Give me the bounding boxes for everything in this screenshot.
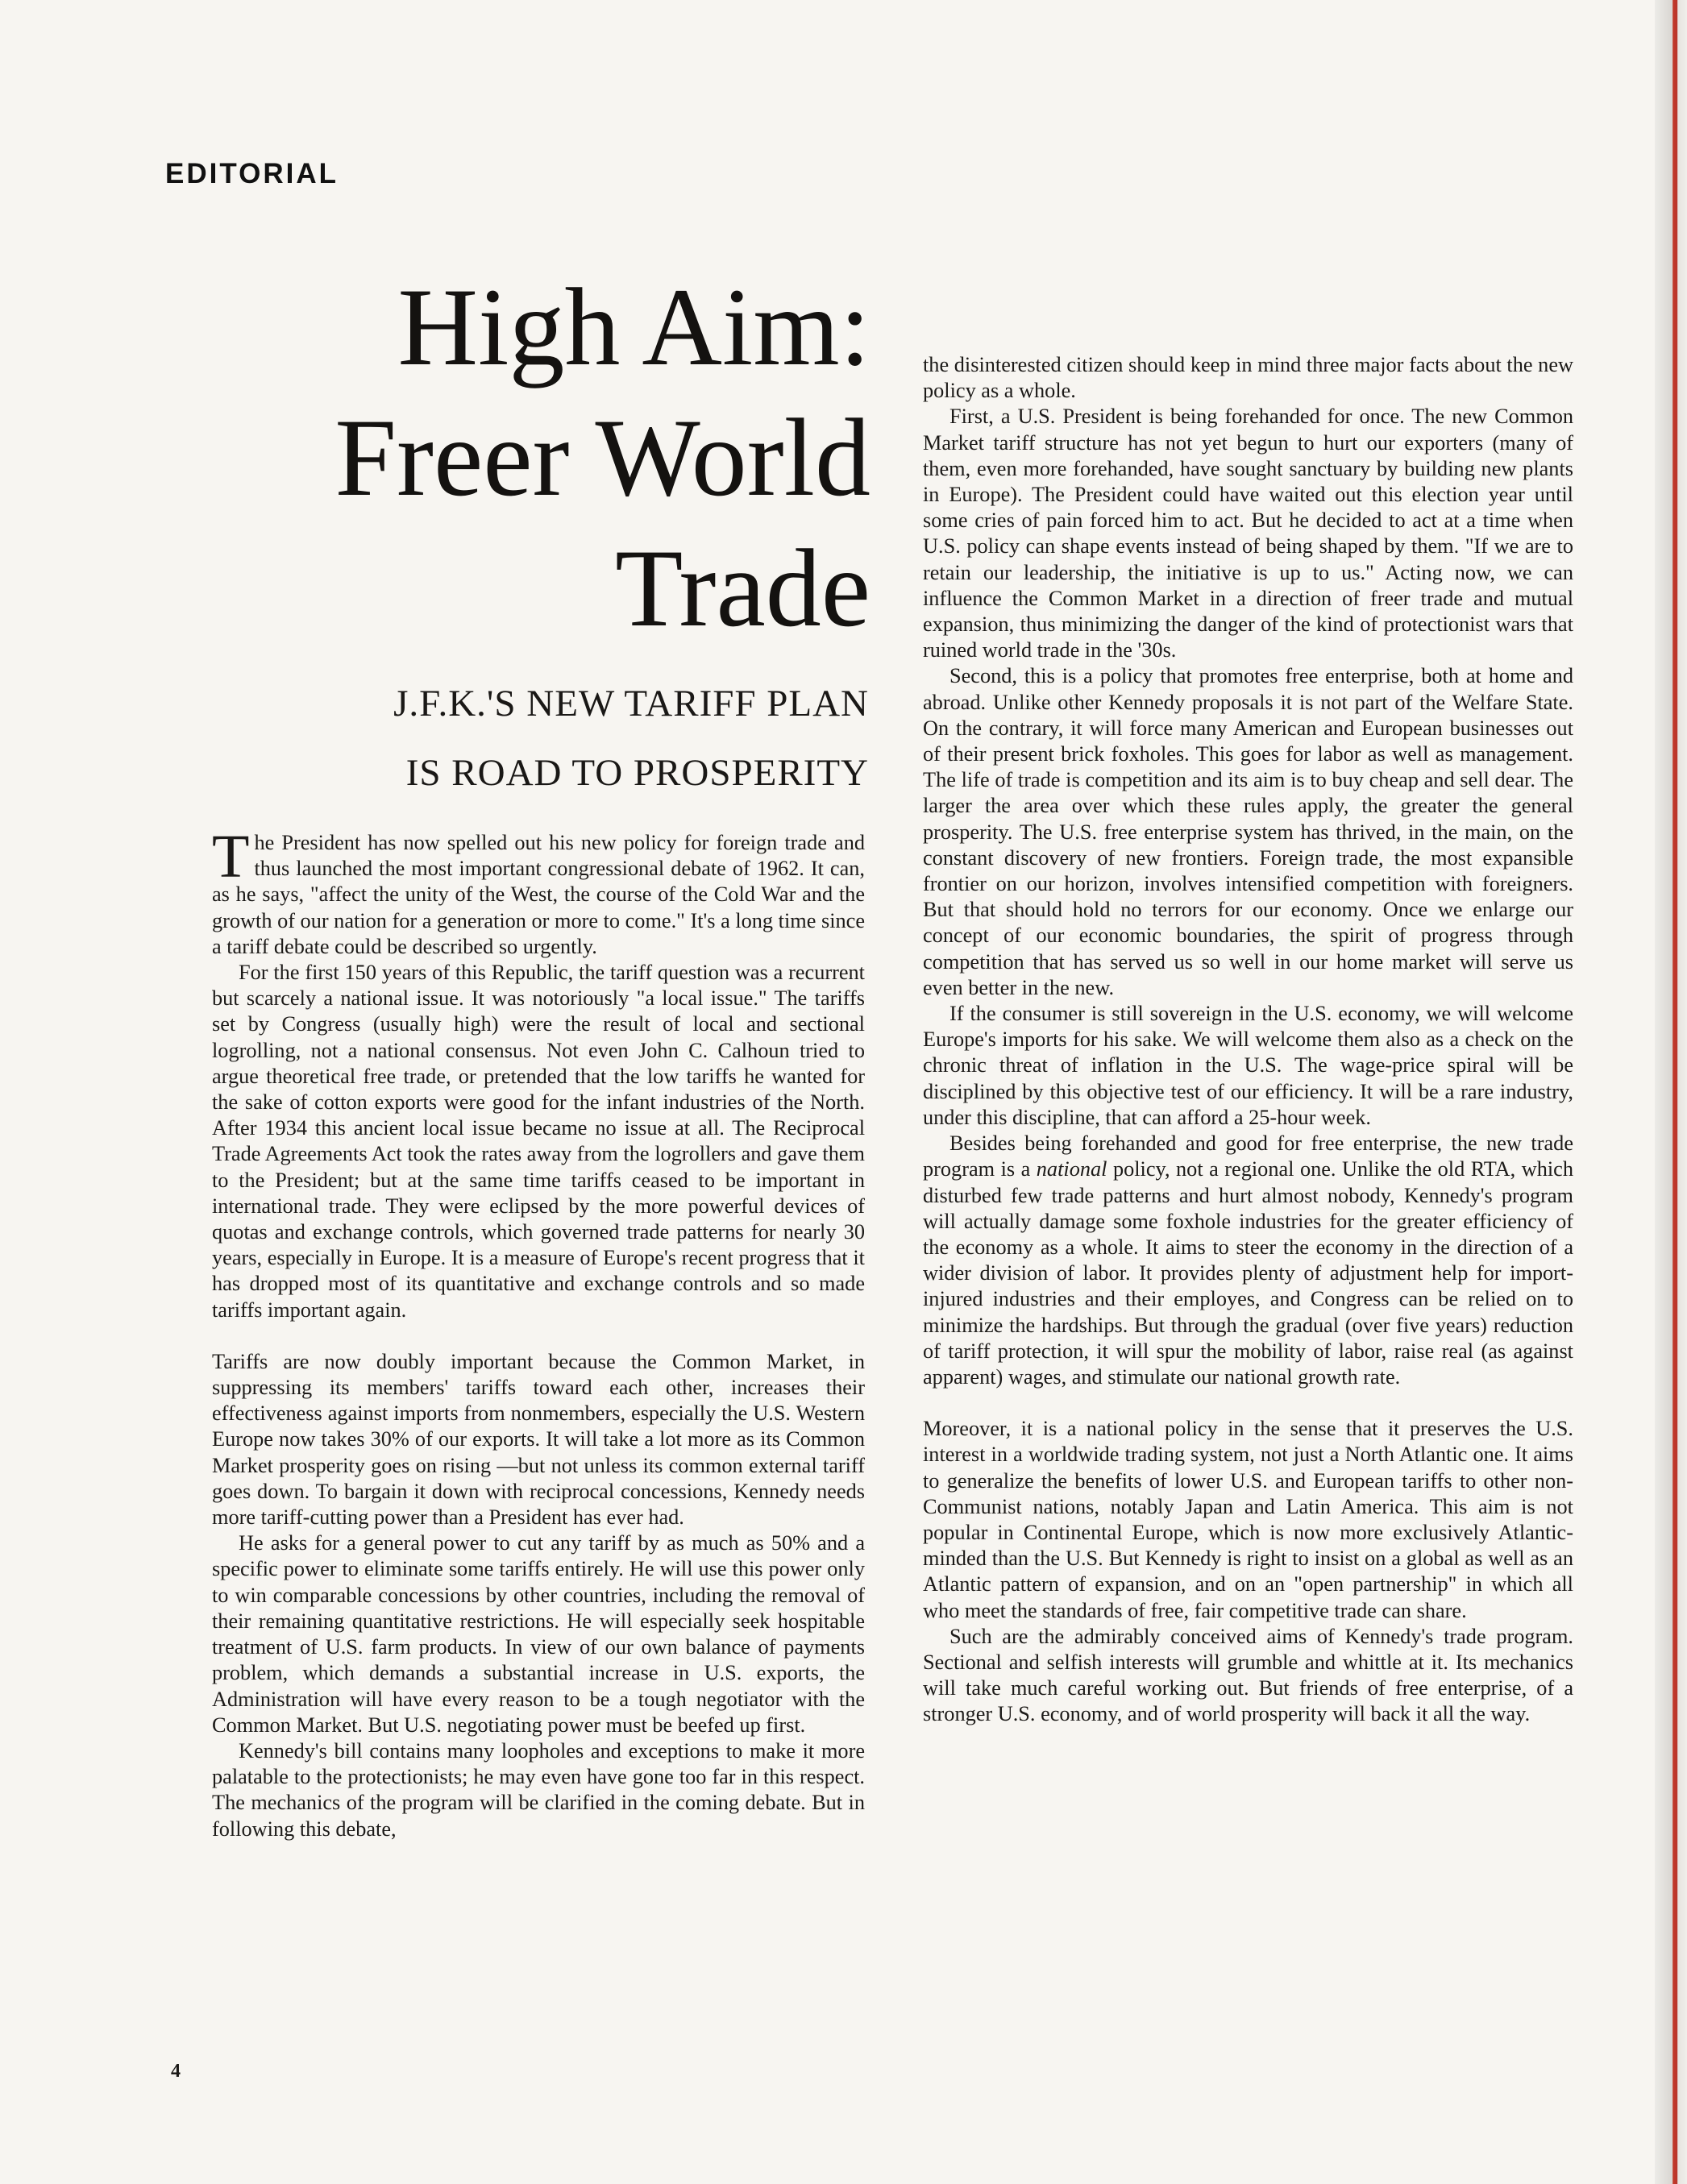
left-column (212, 823, 865, 1842)
paragraph-9: If the consumer is still sovereign in the U.S. economy, we will welcome Europe's imports for his sake. We will welcome them also as a check on the chronic threat of inflation in the U.S. The wage-price spiral will be disciplined by this objective test of our efficiency. It will be a rare industry, under this discipline, that can afford a 25-hour week. (923, 1002, 1573, 1129)
section-label: EDITORIAL (165, 158, 339, 189)
paragraph-6: the disinterested citizen should keep in mind three major facts about the new policy as a whole. (923, 353, 1573, 403)
page-edge (1655, 0, 1687, 2184)
headline (202, 262, 871, 654)
paragraph-1-text: he President has now spelled out his new policy for foreign trade and thus launched the most important congressional debate of 1962. It can, as he says, "affect the unity of the West, the course of the Cold War and the growth of our nation for a generation or more to come." It's a long time since a tariff debate could be described so urgently. (212, 831, 865, 958)
paragraph-8: Second, this is a policy that promotes free enterprise, both at home and abroad. Unlike other Kennedy proposals it is not part of the Welfare State. On the contrary, it will force many American and European businesses out of their present brick foxholes. This goes for labor as well as management. The life of trade is competition and its aim is to buy cheap and sell dear. The larger the area over which these rules apply, the greater the general prosperity. The U.S. free enterprise system has thrived, in the main, on the constant discovery of new frontiers. Foreign trade, the most expansible frontier on our horizon, involves intensified competition with foreigners. But that should hold no terrors for our economy. Once we enlarge our concept of our economic boundaries, the spirit of progress through competition that has served us so well in our home market will serve us even better in the new. (923, 664, 1573, 999)
emphasis-national: national (1036, 1157, 1107, 1181)
page-number: 4 (171, 2061, 181, 2082)
subheadline (210, 669, 869, 808)
right-column (923, 352, 1573, 1728)
paragraph-10 (923, 1131, 1573, 1390)
paragraph-12: Such are the admirably conceived aims of Kennedy's trade program. Sectional and selfish interests will grumble and whittle at it. Its mechanics will take much careful working out. But friends of free enterprise, of a stronger U.S. economy, and of world prosperity will back it all the way. (923, 1624, 1573, 1726)
subhead-line-1: J.F.K.'S NEW TARIFF PLAN (393, 683, 869, 725)
paragraph-2: For the first 150 years of this Republic, the tariff question was a recurrent but scarcely a national issue. It was notoriously "a local issue." The tariffs set by Congress (usually high) were the result of local and sectional logrolling, not a national consensus. Not even John C. Calhoun tried to argue theoretical free trade, or pretended that the low tariffs he wanted for the sake of cotton exports were good for the infant industries of the North. After 1934 this ancient local issue became no issue at all. The Reciprocal Trade Agreements Act took the rates away from the logrollers and gave them to the President; but at the same time tariffs ceased to be important in international trade. They were eclipsed by the more powerful devices of quotas and exchange controls, which governed trade patterns for nearly 30 years, especially in Europe. It is a measure of Europe's recent progress that it has dropped most of its quantitative and exchange controls and so made tariffs important again. (212, 961, 865, 1322)
paragraph-7: First, a U.S. President is being forehanded for once. The new Common Market tariff structure has not yet begun to hurt our exporters (many of them, even more forehanded, have sought sanctuary by building new plants in Europe). The President could have waited out this election year until some cries of pain forced him to act. But he decided to act at a time when U.S. policy can shape events instead of being shaped by them. "If we are to retain our leadership, the initiative is up to us." Acting now, we can influence the Common Market in a direction of freer trade and mutual expansion, thus minimizing the danger of the kind of protectionist wars that ruined world trade in the '30s. (923, 405, 1573, 662)
paragraph-4: He asks for a general power to cut any tariff by as much as 50% and a specific power to eliminate some tariffs entirely. He will use this power only to win comparable concessions by other countries, including the removal of their remaining quantitative restrictions. He will especially seek hospitable treatment of U.S. farm products. In view of our own balance of payments problem, which demands a substantial increase in U.S. exports, the Administration will have every reason to be a tough negotiator with the Common Market. But U.S. negotiating power must be beefed up first. (212, 1531, 865, 1737)
paragraph-10-end: policy, not a regional one. Unlike the old RTA, which disturbed few trade patterns and hurt almost nobody, Kennedy's program will actually damage some foxhole industries for the greater efficiency of the economy as a whole. It aims to steer the economy in the direction of a wider division of labor. It provides plenty of adjustment help for import-injured industries and their employes, and Congress can be relied on to minimize the hardships. But through the gradual (over five years) reduction of tariff protection, it will spur the mobility of labor, raise real (as against apparent) wages, and stimulate our national growth rate. (923, 1157, 1573, 1389)
paragraph-5: Kennedy's bill contains many loopholes and exceptions to make it more palatable to the protectionists; he may even have gone too far in this respect. The mechanics of the program will be clarified in the coming debate. But in following this debate, (212, 1738, 865, 1841)
headline-line-1: High Aim: (397, 265, 871, 388)
drop-cap: T (212, 823, 250, 891)
headline-line-2: Freer World (334, 396, 871, 519)
paragraph-10-start: Besides being forehanded and good for free enterprise, the new trade program is a (923, 1131, 1573, 1181)
paragraph-11: Moreover, it is a national policy in the sense that it preserves the U.S. interest in a worldwide trading system, not just a North Atlantic one. It aims to generalize the benefits of lower U.S. and European tariffs to other non-Communist nations, notably Japan and Latin America. This aim is not popular in Continental Europe, which is now more exclusively Atlantic-minded than the U.S. But Kennedy is right to insist on a global as well as an Atlantic pattern of expansion, and on an "open partnership" in which all who meet the standards of free, fair competitive trade can share. (923, 1417, 1573, 1622)
subhead-line-2: IS ROAD TO PROSPERITY (405, 752, 869, 794)
paragraph-3: Tariffs are now doubly important because the Common Market, in suppressing its members' tariffs toward each other, increases their effectiveness against imports from nonmembers, especially the U.S. Western Europe now takes 30% of our exports. It will take a lot more as its Common Market prosperity goes on rising —but not unless its common external tariff goes down. To bargain it down with reciprocal concessions, Kennedy needs more tariff-cutting power than a President has ever had. (212, 1349, 865, 1530)
paragraph-1 (212, 823, 865, 960)
headline-line-3: Trade (615, 526, 871, 650)
